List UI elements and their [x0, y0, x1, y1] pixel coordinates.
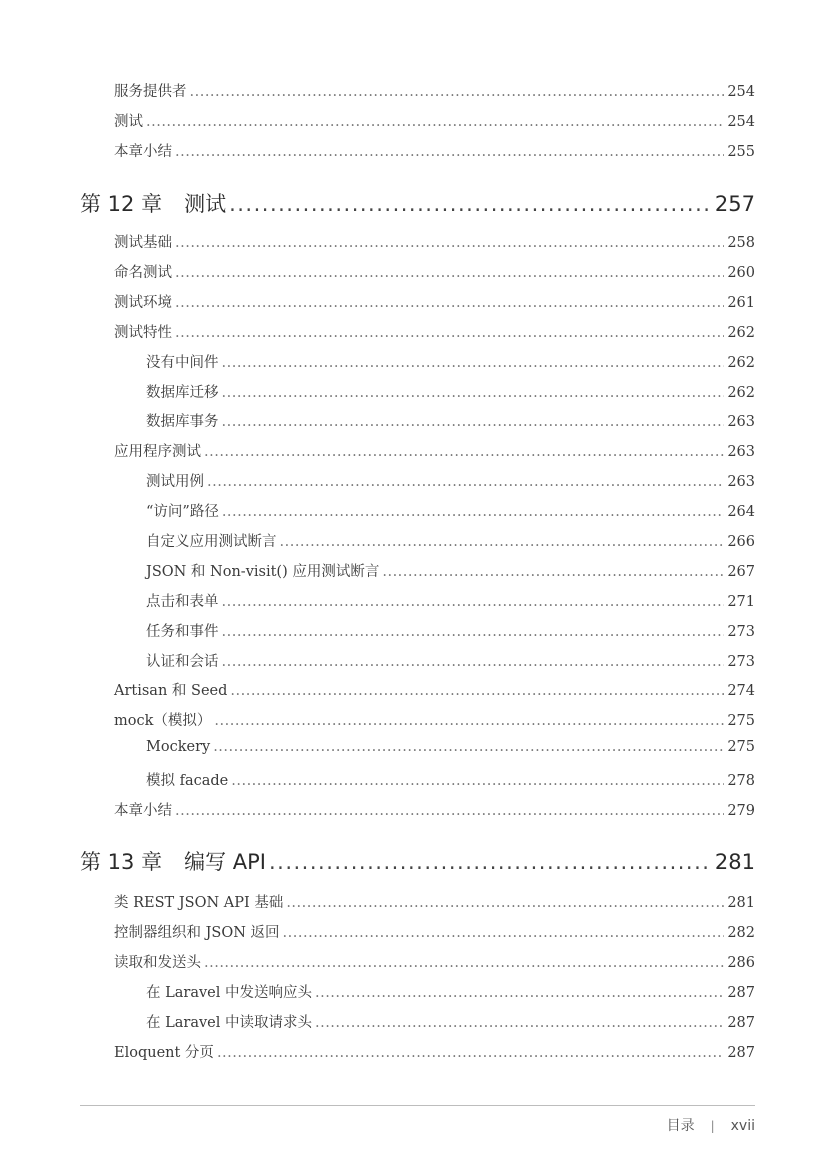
dot-leader — [222, 355, 725, 371]
dot-leader — [222, 504, 724, 520]
dot-leader — [175, 295, 724, 311]
toc-entry-label: JSON 和 Non-visit() 应用测试断言 — [146, 564, 380, 580]
toc-entry-page: 262 — [727, 355, 755, 371]
toc-entry-label: 测试特性 — [114, 325, 172, 341]
dot-leader — [175, 325, 724, 341]
toc-subentry[interactable] — [146, 739, 755, 763]
dot-leader — [214, 713, 724, 729]
dot-leader — [204, 955, 724, 971]
toc-entry-label: 类 REST JSON API 基础 — [114, 895, 284, 911]
toc-entry-page: 275 — [727, 739, 755, 755]
toc-entry[interactable] — [114, 261, 755, 285]
toc-chapter-13[interactable] — [80, 846, 755, 878]
toc-subentry[interactable] — [146, 560, 755, 584]
toc-subentry[interactable] — [146, 381, 755, 405]
toc-subentry[interactable] — [146, 769, 755, 793]
toc-entry-page: 287 — [727, 985, 755, 1001]
toc-entry[interactable] — [114, 321, 755, 345]
toc-entry-label: 测试用例 — [146, 474, 204, 490]
toc-entry-label: 没有中间件 — [146, 355, 219, 371]
toc-entry[interactable] — [114, 891, 755, 915]
toc-entry-page: 273 — [727, 654, 755, 670]
dot-leader — [222, 385, 725, 401]
toc-entry-label: 测试环境 — [114, 295, 172, 311]
toc-subentry[interactable] — [146, 650, 755, 674]
toc-chapter-12[interactable] — [80, 188, 755, 220]
toc-entry-label: 本章小结 — [114, 803, 172, 819]
toc-entry-page: 255 — [727, 144, 755, 160]
toc-entry-page: 287 — [727, 1045, 755, 1061]
toc-subentry[interactable] — [146, 470, 755, 494]
toc-entry-label: 读取和发送头 — [114, 955, 201, 971]
page-footer — [667, 1115, 755, 1135]
toc-entry-page: 286 — [727, 955, 755, 971]
chapter-page: 257 — [714, 192, 755, 216]
toc-entry[interactable] — [114, 291, 755, 315]
toc-entry-label: Artisan 和 Seed — [114, 683, 228, 699]
dot-leader — [230, 683, 724, 699]
chapter-title: 编写 API — [184, 850, 266, 874]
toc-entry-page: 263 — [727, 444, 755, 460]
chapter-title: 测试 — [184, 192, 227, 216]
toc-entry[interactable] — [114, 140, 755, 164]
dot-leader — [231, 773, 724, 789]
dot-leader — [315, 1015, 724, 1031]
toc-subentry[interactable] — [146, 590, 755, 614]
footer-divider — [80, 1105, 755, 1106]
toc-entry-page: 261 — [727, 295, 755, 311]
toc-entry[interactable] — [114, 679, 755, 703]
dot-leader — [213, 739, 724, 755]
toc-entry-page: 271 — [727, 594, 755, 610]
toc-entry-page: 282 — [727, 925, 755, 941]
dot-leader — [269, 850, 712, 874]
toc-entry-page: 254 — [727, 84, 755, 100]
toc-entry-label: mock（模拟） — [114, 713, 212, 729]
dot-leader — [207, 474, 724, 490]
toc-entry-page: 262 — [727, 385, 755, 401]
dot-leader — [286, 895, 724, 911]
toc-entry-page: 264 — [727, 504, 755, 520]
toc-subentry[interactable] — [146, 530, 755, 554]
toc-entry-label: 应用程序测试 — [114, 444, 201, 460]
dot-leader — [204, 444, 724, 460]
chapter-page: 281 — [714, 850, 755, 874]
toc-entry-label: 本章小结 — [114, 144, 172, 160]
toc-subentry[interactable] — [146, 620, 755, 644]
dot-leader — [222, 414, 725, 430]
toc-entry-label: 服务提供者 — [114, 84, 187, 100]
dot-leader — [382, 564, 724, 580]
toc-entry-label: 命名测试 — [114, 265, 172, 281]
dot-leader — [222, 624, 725, 640]
dot-leader — [283, 925, 725, 941]
toc-subentry[interactable] — [146, 351, 755, 375]
toc-entry-page: 287 — [727, 1015, 755, 1031]
toc-entry[interactable] — [114, 231, 755, 255]
toc-entry-page: 260 — [727, 265, 755, 281]
toc-entry-page: 263 — [727, 474, 755, 490]
toc-entry[interactable] — [114, 110, 755, 134]
dot-leader — [175, 144, 724, 160]
toc-entry-page: 274 — [727, 683, 755, 699]
toc-entry-page: 266 — [727, 534, 755, 550]
footer-page-number: xvii — [730, 1118, 755, 1134]
toc-entry-page: 273 — [727, 624, 755, 640]
toc-entry-page: 275 — [727, 713, 755, 729]
toc-entry[interactable] — [114, 921, 755, 945]
chapter-number: 第 12 章 — [80, 192, 163, 216]
dot-leader — [175, 803, 724, 819]
toc-entry-label: Mockery — [146, 739, 211, 755]
footer-separator: | — [710, 1119, 715, 1133]
dot-leader — [175, 265, 724, 281]
toc-entry-page: 278 — [727, 773, 755, 789]
dot-leader — [190, 84, 725, 100]
toc-entry-label: 数据库事务 — [146, 414, 219, 430]
chapter-number: 第 13 章 — [80, 850, 163, 874]
toc-entry[interactable] — [114, 1041, 755, 1065]
toc-entry-page: 263 — [727, 414, 755, 430]
toc-entry-label: 自定义应用测试断言 — [146, 534, 277, 550]
toc-entry-label: 测试 — [114, 114, 143, 130]
toc-entry-label: Eloquent 分页 — [114, 1045, 214, 1061]
toc-entry[interactable] — [114, 799, 755, 823]
toc-entry-label: 模拟 facade — [146, 773, 229, 789]
toc-subentry[interactable] — [146, 500, 755, 524]
toc-entry-label: 在 Laravel 中读取请求头 — [146, 1015, 312, 1031]
toc-entry-label: 点击和表单 — [146, 594, 219, 610]
toc-entry-label: 任务和事件 — [146, 624, 219, 640]
toc-entry-page: 262 — [727, 325, 755, 341]
dot-leader — [222, 594, 725, 610]
dot-leader — [280, 534, 725, 550]
toc-entry-page: 279 — [727, 803, 755, 819]
dot-leader — [175, 235, 724, 251]
toc-entry-page: 254 — [727, 114, 755, 130]
toc-entry-label: 数据库迁移 — [146, 385, 219, 401]
toc-entry-page: 267 — [727, 564, 755, 580]
toc-entry[interactable] — [114, 80, 755, 104]
toc-entry-label: “访问”路径 — [146, 504, 219, 520]
dot-leader — [315, 985, 724, 1001]
toc-entry-page: 258 — [727, 235, 755, 251]
toc-subentry[interactable] — [146, 1011, 755, 1035]
toc-entry-label: 控制器组织和 JSON 返回 — [114, 925, 280, 941]
dot-leader — [217, 1045, 724, 1061]
toc-entry-page: 281 — [727, 895, 755, 911]
dot-leader — [229, 192, 712, 216]
toc-entry-label: 认证和会话 — [146, 654, 219, 670]
toc-entry-label: 测试基础 — [114, 235, 172, 251]
toc-entry[interactable] — [114, 709, 755, 733]
toc-subentry[interactable] — [146, 981, 755, 1005]
dot-leader — [222, 654, 725, 670]
toc-entry-label: 在 Laravel 中发送响应头 — [146, 985, 312, 1001]
footer-section-title: 目录 — [666, 1118, 695, 1134]
toc-entry[interactable] — [114, 440, 755, 464]
toc-subentry[interactable] — [146, 410, 755, 434]
dot-leader — [146, 114, 724, 130]
toc-entry[interactable] — [114, 951, 755, 975]
